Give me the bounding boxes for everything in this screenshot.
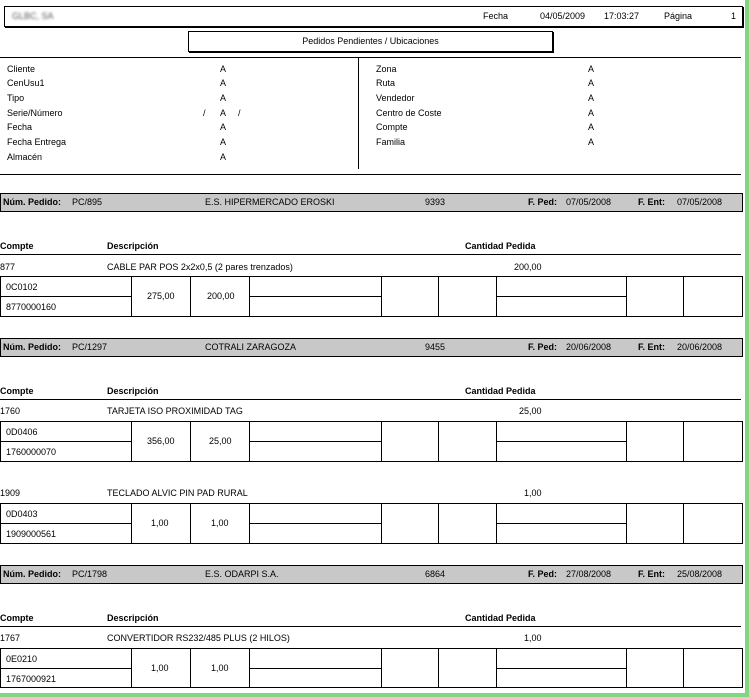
filter-bottom-divider — [0, 174, 741, 175]
location-code: 0D0406 — [6, 427, 38, 437]
location-stock: 275,00 — [147, 291, 175, 301]
location-barcode: 1767000921 — [6, 674, 57, 684]
order-number: PC/1297 — [72, 342, 108, 352]
order-date: 20/06/2008 — [566, 342, 612, 352]
delivery-date-label: F. Ent: — [638, 197, 665, 207]
filter-label-vendedor: Vendedor — [376, 93, 415, 103]
location-grid — [0, 276, 743, 317]
filter-label-compte: Compte — [376, 122, 408, 132]
filter-label-serie: Serie/Número — [7, 108, 63, 118]
date-label: Fecha — [483, 11, 509, 21]
filter-sep: A — [588, 122, 595, 132]
order-customer: COTRALI ZARAGOZA — [205, 342, 297, 352]
location-pending: 25,00 — [209, 436, 232, 446]
filter-label-centro-coste: Centro de Coste — [376, 108, 442, 118]
delivery-date: 20/06/2008 — [677, 342, 723, 352]
location-code: 0C0102 — [6, 282, 38, 292]
location-barcode: 1760000070 — [6, 447, 57, 457]
line-compte: 1767 — [0, 633, 21, 643]
filter-sep: A — [220, 137, 227, 147]
filter-label-fecha: Fecha — [7, 122, 33, 132]
location-grid — [0, 421, 743, 462]
filter-slash: / — [203, 108, 206, 118]
delivery-date: 25/08/2008 — [677, 569, 723, 579]
column-header-compte: Compte — [0, 386, 34, 396]
filter-label-zona: Zona — [376, 64, 397, 74]
order-date: 07/05/2008 — [566, 197, 612, 207]
column-header-description: Descripción — [107, 241, 159, 251]
filter-label-almacen: Almacén — [7, 152, 43, 162]
order-customer: E.S. HIPERMERCADO EROSKI — [205, 197, 335, 207]
order-number-label: Núm. Pedido: — [3, 342, 61, 352]
column-header-quantity: Cantidad Pedida — [465, 241, 536, 251]
filter-label-cenusu1: CenUsu1 — [7, 78, 45, 88]
line-quantity: 200,00 — [514, 262, 542, 272]
filter-sep: A — [220, 108, 227, 118]
filter-sep: A — [588, 64, 595, 74]
line-description: TARJETA ISO PROXIMIDAD TAG — [107, 406, 243, 416]
page-number: 1 — [731, 11, 737, 21]
column-header-compte: Compte — [0, 241, 34, 251]
location-pending: 1,00 — [211, 663, 229, 673]
location-stock: 1,00 — [151, 518, 169, 528]
line-quantity: 1,00 — [524, 633, 542, 643]
order-customer-code: 6864 — [425, 569, 446, 579]
order-number: PC/895 — [72, 197, 103, 207]
column-header-compte: Compte — [0, 613, 34, 623]
filter-column-divider — [358, 57, 359, 169]
order-customer-code: 9393 — [425, 197, 446, 207]
location-pending: 200,00 — [207, 291, 235, 301]
line-description: TECLADO ALVIC PIN PAD RURAL — [107, 488, 248, 498]
filter-sep: A — [220, 122, 227, 132]
filter-label-familia: Familia — [376, 137, 406, 147]
filter-label-cliente: Cliente — [7, 64, 36, 74]
window-edge-right — [745, 0, 749, 697]
filter-sep: A — [588, 78, 595, 88]
location-stock: 1,00 — [151, 663, 169, 673]
column-header-divider — [0, 254, 741, 255]
line-description: CONVERTIDOR RS232/485 PLUS (2 HILOS) — [107, 633, 290, 643]
filter-sep: A — [588, 137, 595, 147]
order-date-label: F. Ped: — [528, 197, 558, 207]
column-header-description: Descripción — [107, 613, 159, 623]
delivery-date-label: F. Ent: — [638, 342, 665, 352]
order-date-label: F. Ped: — [528, 569, 558, 579]
filter-label-fecha-entrega: Fecha Entrega — [7, 137, 67, 147]
order-date-label: F. Ped: — [528, 342, 558, 352]
location-barcode: 1909000561 — [6, 529, 57, 539]
line-compte: 1909 — [0, 488, 21, 498]
order-header — [0, 193, 743, 212]
page-label: Página — [664, 11, 693, 21]
order-number: PC/1798 — [72, 569, 108, 579]
location-pending: 1,00 — [211, 518, 229, 528]
order-number-label: Núm. Pedido: — [3, 569, 61, 579]
location-stock: 356,00 — [147, 436, 175, 446]
report-title: Pedidos Pendientes / Ubicaciones — [188, 31, 553, 52]
filter-sep: A — [220, 78, 227, 88]
order-customer-code: 9455 — [425, 342, 446, 352]
location-grid — [0, 648, 743, 688]
filter-sep: A — [588, 93, 595, 103]
line-quantity: 25,00 — [519, 406, 542, 416]
location-code: 0E0210 — [6, 654, 38, 664]
order-date: 27/08/2008 — [566, 569, 612, 579]
location-grid — [0, 503, 743, 544]
column-header-divider — [0, 626, 741, 627]
filter-sep: A — [220, 64, 227, 74]
filter-slash: / — [238, 108, 241, 118]
delivery-date: 07/05/2008 — [677, 197, 723, 207]
column-header-divider — [0, 399, 741, 400]
location-barcode: 8770000160 — [6, 302, 57, 312]
column-header-quantity: Cantidad Pedida — [465, 613, 536, 623]
line-description: CABLE PAR POS 2x2x0,5 (2 pares trenzados) — [107, 262, 293, 272]
order-header — [0, 338, 743, 357]
order-header — [0, 565, 743, 584]
filter-sep: A — [220, 152, 227, 162]
filter-label-ruta: Ruta — [376, 78, 396, 88]
order-number-label: Núm. Pedido: — [3, 197, 61, 207]
column-header-quantity: Cantidad Pedida — [465, 386, 536, 396]
filter-label-tipo: Tipo — [7, 93, 25, 103]
filter-sep: A — [220, 93, 227, 103]
filter-top-divider — [0, 57, 741, 58]
window-edge-bottom — [0, 693, 749, 697]
company-name: GLBC, SA — [12, 11, 54, 21]
line-quantity: 1,00 — [524, 488, 542, 498]
line-compte: 1760 — [0, 406, 21, 416]
order-customer: E.S. ODARPI S.A. — [205, 569, 279, 579]
report-time: 17:03:27 — [604, 11, 640, 21]
report-date: 04/05/2009 — [540, 11, 586, 21]
location-code: 0D0403 — [6, 509, 38, 519]
column-header-description: Descripción — [107, 386, 159, 396]
line-compte: 877 — [0, 262, 16, 272]
filter-sep: A — [588, 108, 595, 118]
delivery-date-label: F. Ent: — [638, 569, 665, 579]
